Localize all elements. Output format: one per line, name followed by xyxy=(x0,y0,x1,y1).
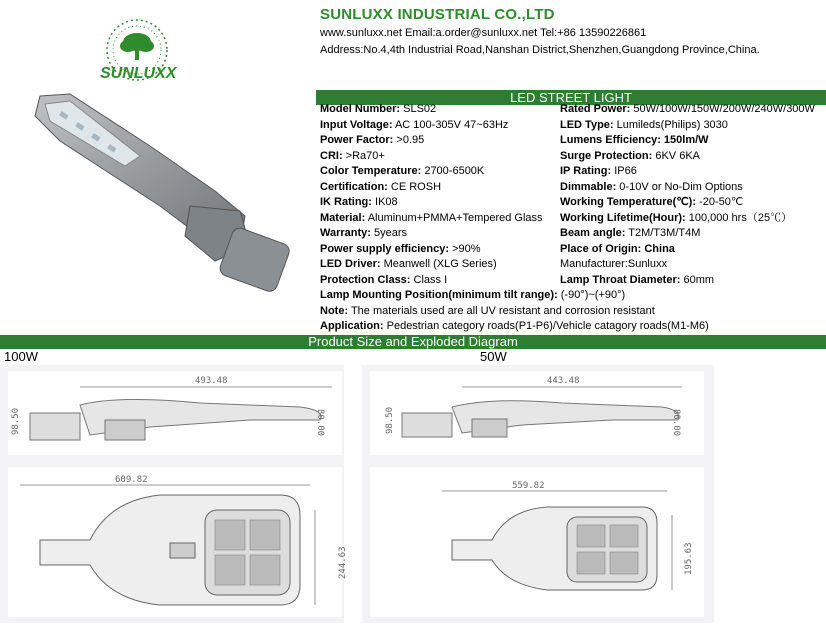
dim-length-100w: 493.48 xyxy=(195,376,228,386)
diagram-title-bar: Product Size and Exploded Diagram xyxy=(0,335,826,349)
dim-height-right-100w: 80.00 xyxy=(315,409,325,437)
diagram-100w xyxy=(0,365,348,623)
label-100w: 100W xyxy=(4,349,38,364)
diagram-50w xyxy=(362,365,714,623)
company-name: SUNLUXX INDUSTRIAL CO.,LTD xyxy=(320,6,555,23)
dim-width-50w: 559.82 xyxy=(512,481,545,491)
dim-depth-50w: 195.63 xyxy=(684,542,694,575)
dim-height-left-50w: 98.50 xyxy=(385,406,395,434)
dim-depth-100w: 244.63 xyxy=(338,546,348,579)
section-title-bar: LED STREET LIGHT xyxy=(316,90,826,105)
company-logo xyxy=(60,10,215,90)
label-50w: 50W xyxy=(480,349,507,364)
specs-left: Model Number: SLS02 Input Voltage: AC 100-305V 47~63Hz Power Factor: >0.95 CRI: >Ra70+ Color Temperature: 2700-6500K Certification: CE ROSH IK Rating: IK08 Material: Aluminum+PMMA+Tempered Glass Warranty: 5years Power supply efficiency: >90% LED Driver: Meanwell (XLG Series) Protection Class: Class I xyxy=(320,103,543,286)
specs-full: Lamp Mounting Position(minimum tilt range): (-90°)~(+90°) Note: The materials used are all UV resistant and corrosion resistant Application: Pedestrian category roads(P1-P6)/Vehicle catagory roads(M1-M6) xyxy=(320,289,709,332)
address-line: Address:No.4,4th Industrial Road,Nanshan District,Shenzhen,Guangdong Province,China. xyxy=(320,44,760,56)
logo-text: SUNLUXX xyxy=(100,65,177,82)
dim-width-100w: 609.82 xyxy=(115,475,148,485)
dim-height-right-50w: 80.00 xyxy=(671,409,681,437)
specs-right: Rated Power: 50W/100W/150W/200W/240W/300W LED Type: Lumileds(Philips) 3030 Lumens Efficiency: 150lm/W Surge Protection: 6KV 6KA IP Rating: IP66 Dimmable: 0-10V or No-Dim Options Working Temperature(℃): -20-50℃ Working Lifetime(Hour): 100,000 hrs（25℃） Beam angle: T2M/T3M/T4M Place of Origin: China Manufacturer:Sunluxx Lamp Throat Diameter: 60mm xyxy=(560,103,815,286)
contact-line: www.sunluxx.net Email:a.order@sunluxx.net Tel:+86 13590226861 xyxy=(320,27,647,39)
dim-length-50w: 443.48 xyxy=(547,376,580,386)
dim-height-left-100w: 98.50 xyxy=(11,407,21,435)
product-photo xyxy=(0,86,316,300)
